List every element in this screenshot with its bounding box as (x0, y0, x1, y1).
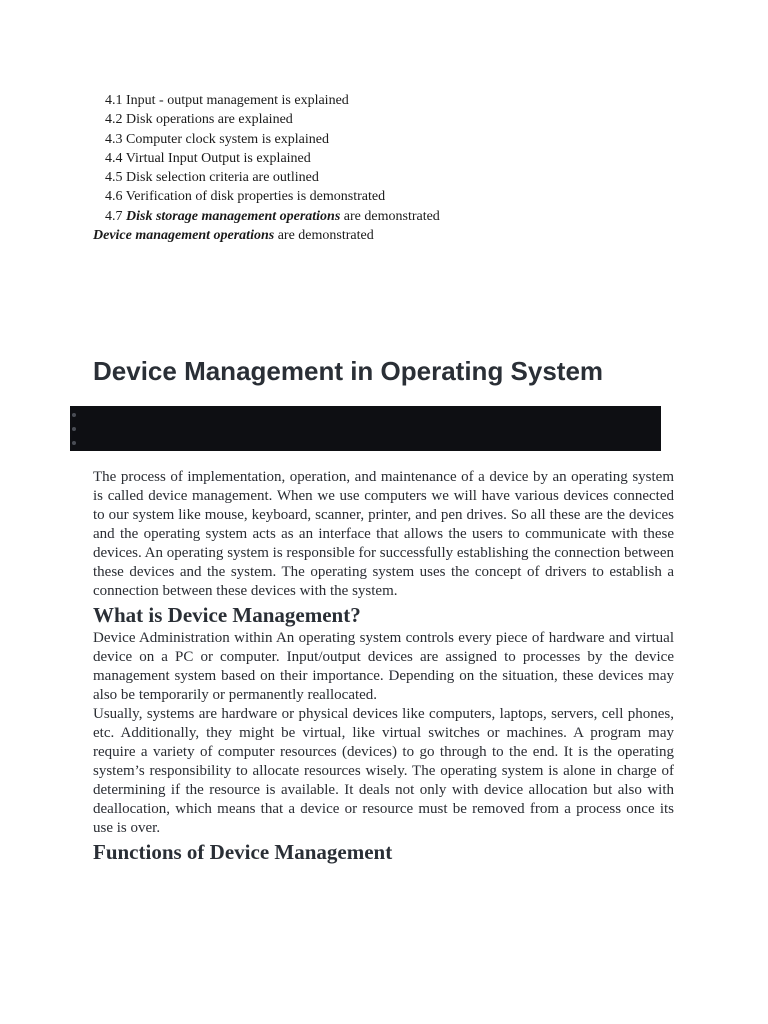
objective-rest: are demonstrated (343, 208, 440, 224)
objective-item (93, 207, 693, 226)
redacted-bar (70, 406, 661, 451)
objective-item: 4.4 Virtual Input Output is explained (105, 150, 311, 166)
section-heading: What is Device Management? (93, 603, 361, 627)
article-body (93, 468, 674, 866)
body-paragraph: Usually, systems are hardware or physical devices like computers, laptops, servers, cell phones, etc. Additionally, they might be virtual, like virtual switches or machines. A program may require a variety of computer resources (devices) to go through to the end. It is the operating system’s responsibility to allocate resources wisely. The operating system is alone in charge of determining if the resource is available. It deals not only with device allocation but also with deallocation, which means that a device or resource must be removed from a process once its use is over. (93, 706, 674, 836)
objective-item: 4.3 Computer clock system is explained (105, 131, 329, 147)
section-heading: Functions of Device Management (93, 840, 393, 864)
objective-item: 4.5 Disk selection criteria are outlined (105, 170, 319, 186)
objective-rest: are demonstrated (277, 228, 374, 244)
intro-paragraph: The process of implementation, operation, and maintenance of a device by an operating system is called device management. When we use computers we will have various devices connected to our system like mouse, keyboard, scanner, printer, and pen drives. So all these are the devices and the operating system acts as an interface that allows the users to communicate with these devices. An operating system is responsible for successfully establishing the connection between these devices and the system. The operating system uses the concept of drivers to establish a connection between these devices with the system. (93, 469, 674, 599)
bullet-dot (72, 441, 76, 445)
bullet-dot (72, 413, 76, 417)
objective-item: 4.6 Verification of disk properties is demonstrated (105, 189, 386, 205)
objective-emphasis: Disk storage management operations (126, 208, 341, 224)
objective-item (93, 226, 693, 245)
bullet-dot (72, 427, 76, 431)
objective-item: 4.2 Disk operations are explained (105, 112, 293, 128)
objective-number: 4.7 (105, 208, 123, 224)
objective-emphasis: Device management operations (93, 228, 275, 244)
page-title: Device Management in Operating System (93, 356, 604, 386)
objectives-list (93, 91, 693, 245)
body-paragraph: Device Administration within An operating system controls every piece of hardware and virtual device on a PC or computer. Input/output devices are assigned to processes by the device management system based on their importance. Depending on the situation, these devices may also be temporarily or permanently reallocated. (93, 630, 674, 703)
objective-item: 4.1 Input - output management is explained (105, 93, 349, 108)
